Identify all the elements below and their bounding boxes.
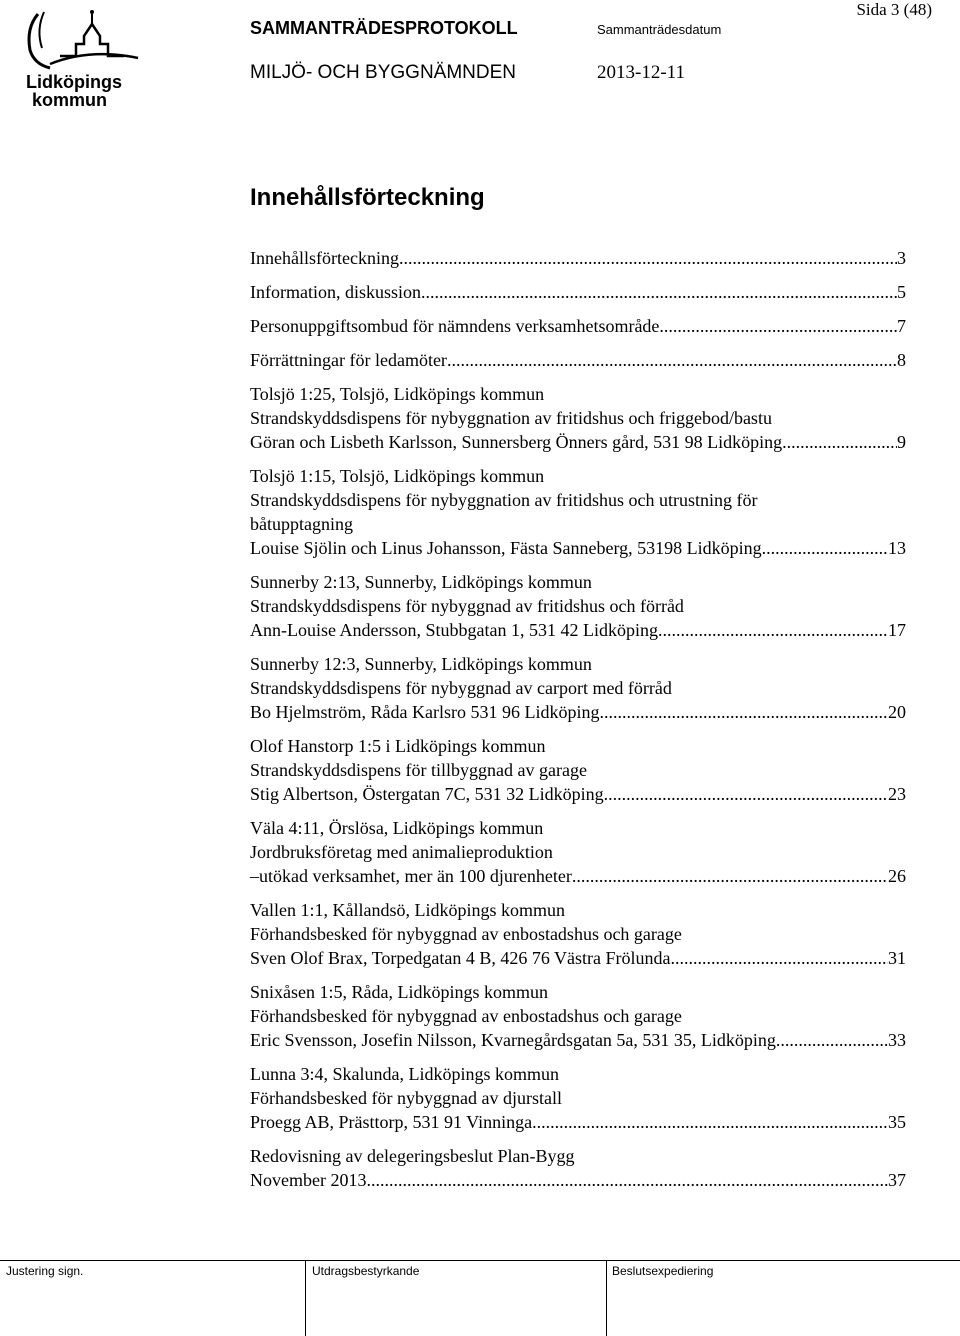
toc-entry[interactable]	[250, 816, 906, 888]
dot-leader	[671, 946, 888, 970]
toc-entry-title-row	[250, 430, 906, 454]
logo-text-1: Lidköpings	[26, 72, 122, 92]
toc-entry-line: Förhandsbesked för nybyggnad av enbostadshus och garage	[250, 924, 682, 944]
toc-entry-title: November 2013	[250, 1170, 367, 1190]
toc-entry-title-row	[250, 700, 906, 724]
toc-page-number: 20	[888, 702, 906, 722]
committee-name: MILJÖ- OCH BYGGNÄMNDEN	[250, 62, 517, 83]
date-label: Sammanträdesdatum	[597, 22, 722, 37]
toc-entry-title-row	[250, 1168, 906, 1192]
toc-entry-title: Personuppgiftsombud för nämndens verksamhetsområde	[250, 316, 660, 336]
toc-entry-line: Strandskyddsdispens för nybyggnation av fritidshus och utrustning för	[250, 490, 758, 510]
toc-page-number: 7	[897, 316, 906, 336]
toc-entry-line: Redovisning av delegeringsbeslut Plan-Bygg	[250, 1146, 575, 1166]
toc-entry-title: Bo Hjelmström, Råda Karlsro 531 96 Lidköping	[250, 702, 600, 722]
toc-entry-line: Tolsjö 1:25, Tolsjö, Lidköpings kommun	[250, 384, 545, 404]
dot-leader	[399, 246, 897, 270]
dot-leader	[599, 700, 888, 724]
toc-entry-line: Vallen 1:1, Kållandsö, Lidköpings kommun	[250, 900, 565, 920]
dot-leader	[604, 782, 888, 806]
toc-page-number: 5	[897, 282, 906, 302]
toc-entry-line: Strandskyddsdispens för tillbyggnad av garage	[250, 760, 587, 780]
dot-leader	[658, 618, 888, 642]
toc-entry-title: Stig Albertson, Östergatan 7C, 531 32 Lidköping	[250, 784, 604, 804]
castle-emblem-icon	[20, 6, 160, 110]
footer-col-divider-3	[606, 1260, 607, 1336]
footer-rule	[0, 1260, 960, 1261]
toc-entry-line: Olof Hanstorp 1:5 i Lidköpings kommun	[250, 736, 546, 756]
toc-entry-title: Information, diskussion	[250, 282, 421, 302]
toc-entry-title-row	[250, 348, 906, 372]
toc-page-number: 35	[888, 1112, 906, 1132]
page-number: Sida 3 (48)	[856, 0, 932, 19]
logo-text-2: kommun	[32, 90, 108, 110]
dot-leader	[421, 280, 897, 304]
toc-entry-line: Förhandsbesked för nybyggnad av enbostadshus och garage	[250, 1006, 682, 1026]
toc-heading: Innehållsförteckning	[250, 184, 485, 211]
toc-entry[interactable]	[250, 314, 906, 338]
toc-entry-title-row	[250, 536, 906, 560]
meeting-date: 2013-12-11	[597, 62, 685, 83]
municipality-logo	[20, 6, 160, 110]
toc-entry[interactable]	[250, 652, 906, 724]
toc-entry-title: Förrättningar för ledamöter	[250, 350, 447, 370]
toc-entry-line: Snixåsen 1:5, Råda, Lidköpings kommun	[250, 982, 548, 1002]
toc-entry-line: Tolsjö 1:15, Tolsjö, Lidköpings kommun	[250, 466, 545, 486]
toc-page-number: 31	[888, 948, 906, 968]
toc-entry[interactable]	[250, 280, 906, 304]
toc-entry[interactable]	[250, 464, 906, 560]
toc-list	[250, 246, 906, 1202]
dot-leader	[776, 1028, 888, 1052]
toc-page-number: 37	[888, 1170, 906, 1190]
toc-entry-line: Sunnerby 2:13, Sunnerby, Lidköpings kommun	[250, 572, 592, 592]
toc-entry-title-row	[250, 314, 906, 338]
protocol-title: SAMMANTRÄDESPROTOKOLL	[250, 18, 518, 38]
toc-entry-title-row	[250, 280, 906, 304]
toc-entry-title-row	[250, 864, 906, 888]
toc-entry-title-row	[250, 246, 906, 270]
footer-utdrag-label: Utdragsbestyrkande	[312, 1264, 420, 1278]
toc-entry-line: Förhandsbesked för nybyggnad av djurstall	[250, 1088, 562, 1108]
toc-entry-title-row	[250, 946, 906, 970]
toc-entry-line: Väla 4:11, Örslösa, Lidköpings kommun	[250, 818, 544, 838]
toc-entry-title: –utökad verksamhet, mer än 100 djurenheter	[250, 866, 572, 886]
toc-entry[interactable]	[250, 570, 906, 642]
toc-page-number: 23	[888, 784, 906, 804]
toc-entry[interactable]	[250, 348, 906, 372]
toc-page-number: 26	[888, 866, 906, 886]
toc-entry-line: Strandskyddsdispens för nybyggnad av fritidshus och förråd	[250, 596, 684, 616]
toc-entry-title: Innehållsförteckning	[250, 248, 399, 268]
footer-beslut-label: Beslutsexpediering	[612, 1264, 714, 1278]
toc-entry-title: Ann-Louise Andersson, Stubbgatan 1, 531 42 Lidköping	[250, 620, 658, 640]
toc-entry-title: Eric Svensson, Josefin Nilsson, Kvarnegårdsgatan 5a, 531 35, Lidköping	[250, 1030, 776, 1050]
dot-leader	[762, 536, 888, 560]
dot-leader	[532, 1110, 888, 1134]
toc-entry[interactable]	[250, 734, 906, 806]
dot-leader	[572, 864, 888, 888]
toc-entry[interactable]	[250, 1144, 906, 1192]
toc-entry-line: Sunnerby 12:3, Sunnerby, Lidköpings kommun	[250, 654, 592, 674]
toc-entry[interactable]	[250, 1062, 906, 1134]
toc-entry-title: Louise Sjölin och Linus Johansson, Fästa Sanneberg, 53198 Lidköping	[250, 538, 762, 558]
toc-entry-title: Göran och Lisbeth Karlsson, Sunnersberg Önners gård, 531 98 Lidköping	[250, 432, 783, 452]
toc-entry[interactable]	[250, 246, 906, 270]
toc-page-number: 13	[888, 538, 906, 558]
toc-entry-title: Sven Olof Brax, Torpedgatan 4 B, 426 76 Västra Frölunda	[250, 948, 671, 968]
footer-col-divider-2	[305, 1260, 306, 1336]
dot-leader	[659, 314, 897, 338]
toc-entry-title-row	[250, 782, 906, 806]
toc-page-number: 9	[897, 432, 906, 452]
toc-page-number: 33	[888, 1030, 906, 1050]
toc-page-number: 3	[897, 248, 906, 268]
toc-entry-title: Proegg AB, Prästtorp, 531 91 Vinninga	[250, 1112, 533, 1132]
toc-entry-line: Jordbruksföretag med animalieproduktion	[250, 842, 553, 862]
toc-entry-line: Lunna 3:4, Skalunda, Lidköpings kommun	[250, 1064, 559, 1084]
footer-justering-label: Justering sign.	[6, 1264, 84, 1278]
toc-entry-line: båtupptagning	[250, 514, 353, 534]
toc-entry-title-row	[250, 1028, 906, 1052]
toc-entry-line: Strandskyddsdispens för nybyggnation av fritidshus och friggebod/bastu	[250, 408, 772, 428]
toc-entry[interactable]	[250, 898, 906, 970]
toc-entry-line: Strandskyddsdispens för nybyggnad av carport med förråd	[250, 678, 672, 698]
dot-leader	[366, 1168, 888, 1192]
dot-leader	[782, 430, 897, 454]
toc-entry[interactable]	[250, 382, 906, 454]
toc-page-number: 8	[897, 350, 906, 370]
toc-entry-title-row	[250, 618, 906, 642]
dot-leader	[447, 348, 897, 372]
toc-entry[interactable]	[250, 980, 906, 1052]
toc-page-number: 17	[888, 620, 906, 640]
toc-entry-title-row	[250, 1110, 906, 1134]
